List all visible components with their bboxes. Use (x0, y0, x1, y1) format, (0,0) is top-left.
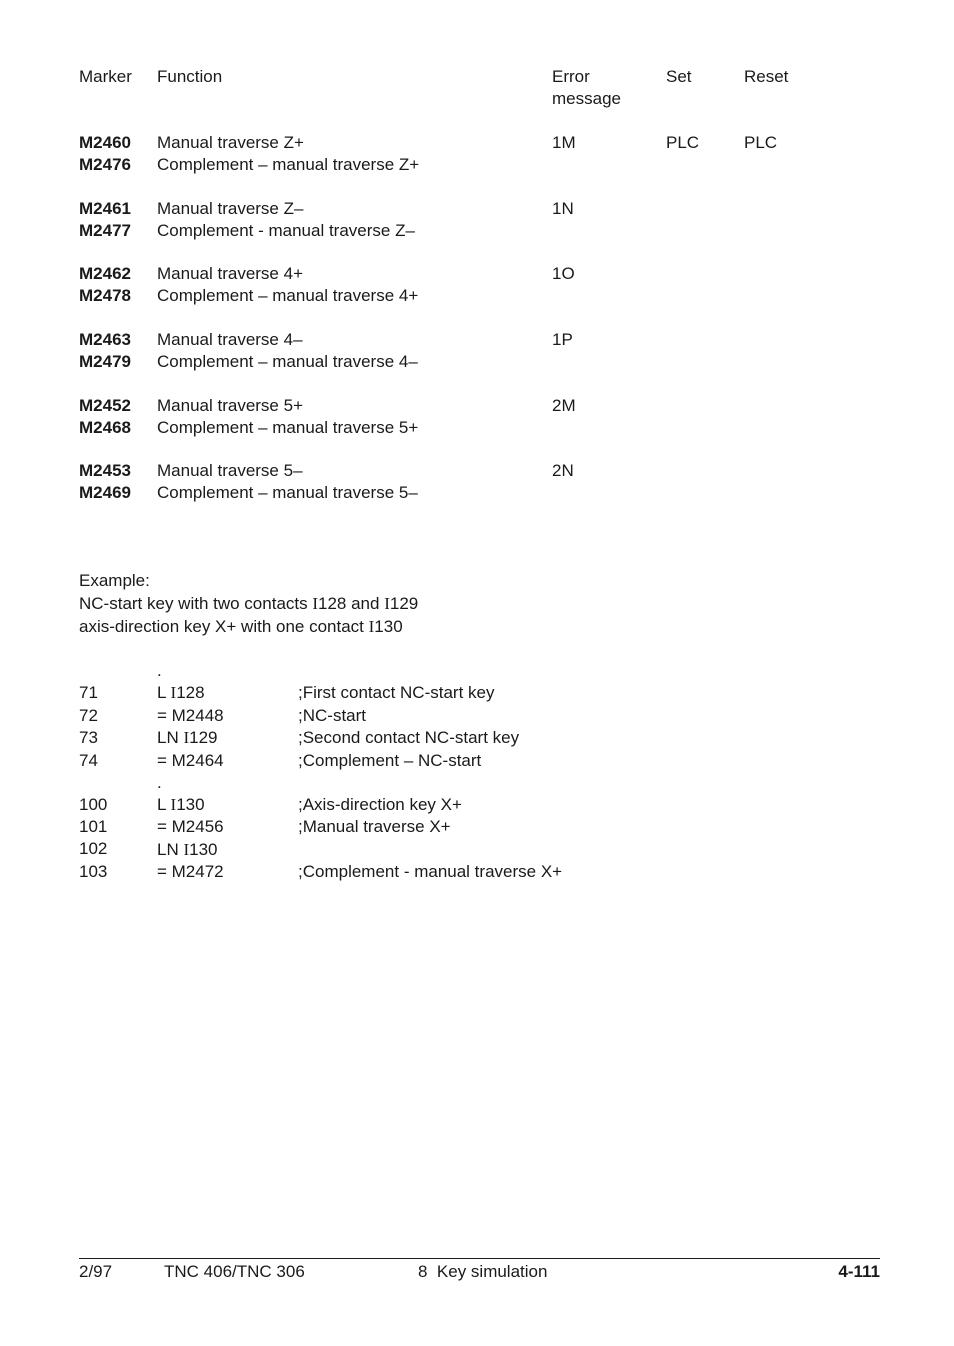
marker-code: M2468 (79, 418, 131, 437)
marker-code: M2460 (79, 133, 131, 152)
code-instruction: = M2456 (157, 817, 224, 836)
code-comment: ;Second contact NC-start key (298, 728, 520, 747)
code-line-number: 72 (79, 706, 98, 725)
marker-function: Manual traverse 4+ (157, 264, 303, 283)
marker-code: M2477 (79, 221, 131, 240)
marker-function: Complement – manual traverse 4– (157, 352, 418, 371)
code-line-number: 71 (79, 683, 98, 702)
code-line-number: 101 (79, 817, 108, 836)
marker-function: Manual traverse 5– (157, 461, 303, 480)
marker-code: M2479 (79, 352, 131, 371)
reset-value: PLC (744, 133, 778, 152)
code-line-number: 102 (79, 839, 108, 858)
header-reset: Reset (744, 67, 789, 86)
code-instruction: = M2464 (157, 751, 224, 770)
code-comment: ;First contact NC-start key (298, 683, 495, 702)
marker-code: M2462 (79, 264, 131, 283)
code-instruction: LN I129 (157, 728, 218, 747)
code-ellipsis-dot: . (157, 661, 162, 680)
error-message: 2N (552, 461, 574, 480)
example-line-2: axis-direction key X+ with one contact I130 (79, 617, 403, 636)
header-set: Set (666, 67, 692, 86)
header-error-line1: Error (552, 67, 590, 86)
marker-function: Complement – manual traverse 5+ (157, 418, 419, 437)
header-function: Function (157, 67, 223, 86)
marker-code: M2452 (79, 396, 131, 415)
code-instruction: L I130 (157, 795, 205, 814)
marker-code: M2469 (79, 483, 131, 502)
marker-code: M2461 (79, 199, 131, 218)
marker-function: Manual traverse 5+ (157, 396, 303, 415)
code-line-number: 103 (79, 862, 108, 881)
marker-function: Complement – manual traverse 4+ (157, 286, 419, 305)
error-message: 1O (552, 264, 575, 283)
marker-code: M2463 (79, 330, 131, 349)
code-line-number: 74 (79, 751, 98, 770)
error-message: 1P (552, 330, 573, 349)
marker-code: M2476 (79, 155, 131, 174)
code-ellipsis-dot: . (157, 773, 162, 792)
code-line-number: 100 (79, 795, 108, 814)
header-marker: Marker (79, 67, 132, 86)
set-value: PLC (666, 133, 700, 152)
error-message: 2M (552, 396, 576, 415)
footer-rule (79, 1258, 880, 1259)
code-instruction: = M2472 (157, 862, 224, 881)
footer-section: 8 Key simulation (418, 1262, 548, 1281)
footer-model: TNC 406/TNC 306 (164, 1262, 305, 1281)
marker-function: Complement - manual traverse Z– (157, 221, 415, 240)
error-message: 1N (552, 199, 574, 218)
page-number: 4-111 (838, 1262, 880, 1281)
code-comment: ;Axis-direction key X+ (298, 795, 462, 814)
marker-function: Complement – manual traverse 5– (157, 483, 418, 502)
code-line-number: 73 (79, 728, 98, 747)
marker-code: M2453 (79, 461, 131, 480)
code-instruction: L I128 (157, 683, 205, 702)
header-error-line2: message (552, 89, 621, 108)
code-instruction: = M2448 (157, 706, 224, 725)
error-message: 1M (552, 133, 576, 152)
marker-function: Manual traverse Z– (157, 199, 304, 218)
code-comment: ;Manual traverse X+ (298, 817, 451, 836)
marker-function: Manual traverse Z+ (157, 133, 304, 152)
code-instruction: LN I130 (157, 840, 218, 859)
marker-function: Manual traverse 4– (157, 330, 303, 349)
example-title: Example: (79, 571, 150, 590)
footer-date: 2/97 (79, 1262, 113, 1281)
code-comment: ;NC-start (298, 706, 366, 725)
code-comment: ;Complement - manual traverse X+ (298, 862, 563, 881)
example-line-1: NC-start key with two contacts I128 and I129 (79, 594, 419, 613)
code-comment: ;Complement – NC-start (298, 751, 482, 770)
marker-function: Complement – manual traverse Z+ (157, 155, 420, 174)
marker-code: M2478 (79, 286, 131, 305)
